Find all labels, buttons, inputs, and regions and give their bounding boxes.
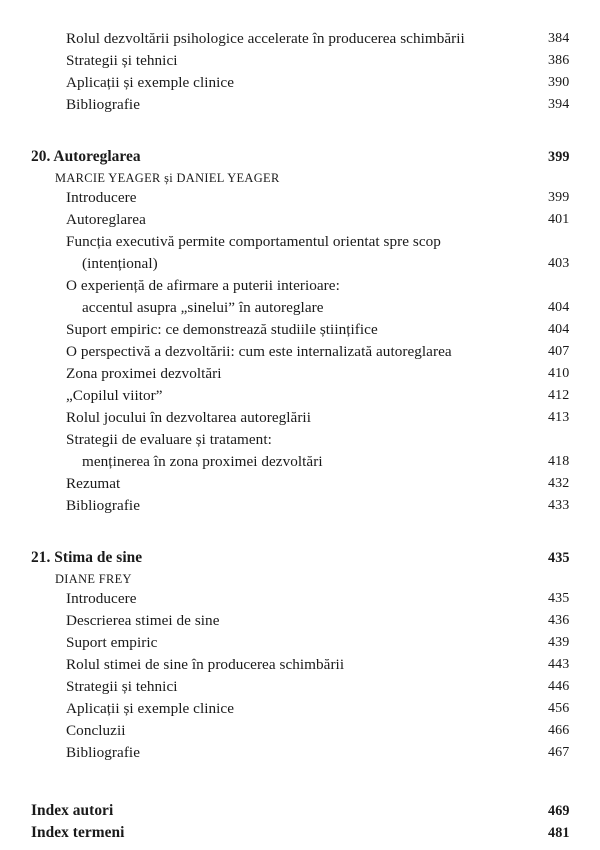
toc-entry: [0, 632, 600, 654]
section-spacer: [0, 764, 600, 800]
toc-entry: [0, 407, 600, 429]
page-number: 403: [548, 256, 570, 271]
chapter-heading: [0, 547, 600, 569]
toc-entry-label: Bibliografie: [66, 96, 140, 113]
page-number: 390: [548, 75, 570, 90]
page-number: 467: [548, 745, 570, 760]
chapter-authors: [0, 168, 600, 187]
toc-entry: [0, 72, 600, 94]
toc-entry-label: Introducere: [66, 189, 137, 206]
index-entry: [0, 822, 600, 844]
toc-entry: [0, 742, 600, 764]
chapter-title: 21. Stima de sine: [31, 549, 143, 566]
toc-entry: [0, 231, 600, 253]
toc-entry: [0, 319, 600, 341]
toc-entry: [0, 588, 600, 610]
page-number: 410: [548, 366, 570, 381]
toc-entry: [0, 275, 600, 297]
toc-entry-label: Strategii de evaluare și tratament:: [66, 431, 272, 448]
toc-entry-label: Autoreglarea: [66, 211, 146, 228]
toc-entry-label: Concluzii: [66, 722, 126, 739]
toc-entry-continuation: [0, 451, 600, 473]
toc-entry: [0, 385, 600, 407]
section-spacer: [0, 116, 600, 146]
toc-entry: [0, 676, 600, 698]
chapter-authors-label: DIANE FREY: [55, 572, 132, 586]
page-number: 446: [548, 679, 570, 694]
toc-entry: [0, 94, 600, 116]
page-number: 435: [548, 591, 570, 606]
page-number: 443: [548, 657, 570, 672]
toc-entry: [0, 610, 600, 632]
chapter-authors-label: MARCIE YEAGER și DANIEL YEAGER: [55, 171, 280, 185]
toc-entry-label: O perspectivă a dezvoltării: cum este internalizată autoreglarea: [66, 343, 452, 360]
toc-entry-continuation: [0, 297, 600, 319]
toc-entry-label: Suport empiric: ce demonstrează studiile științifice: [66, 321, 378, 338]
toc-entry-label: Rolul dezvoltării psihologice accelerate în producerea schimbării: [66, 30, 465, 47]
toc-entry-label: Aplicații și exemple clinice: [66, 700, 234, 717]
page-number: 481: [548, 825, 570, 841]
index-entry: [0, 800, 600, 822]
page-number: 399: [548, 190, 570, 205]
page-number: 435: [548, 550, 570, 566]
toc-entry-label: Descrierea stimei de sine: [66, 612, 220, 629]
toc-entry: [0, 28, 600, 50]
toc-entry: [0, 50, 600, 72]
toc-entry-label: Introducere: [66, 590, 137, 607]
toc-entry-label: (intențional): [82, 255, 158, 272]
toc-entry-label: Strategii și tehnici: [66, 52, 178, 69]
toc-entry: [0, 341, 600, 363]
toc-entry: [0, 698, 600, 720]
page-number: 399: [548, 149, 570, 165]
page-number: 386: [548, 53, 570, 68]
page-number: 394: [548, 97, 570, 112]
page-number: 412: [548, 388, 570, 403]
page-number: 456: [548, 701, 570, 716]
page-number: 401: [548, 212, 570, 227]
page-number: 384: [548, 31, 570, 46]
page-number: 433: [548, 498, 570, 513]
page-number: 469: [548, 803, 570, 819]
page-number: 432: [548, 476, 570, 491]
toc-entry-label: Bibliografie: [66, 497, 140, 514]
toc-entry-label: Aplicații și exemple clinice: [66, 74, 234, 91]
toc-entry-label: Strategii și tehnici: [66, 678, 178, 695]
toc-entry-label: O experiență de afirmare a puterii interioare:: [66, 277, 340, 294]
chapter-authors: [0, 569, 600, 588]
index-entry-label: Index autori: [31, 802, 114, 819]
toc-entry-label: Zona proximei dezvoltări: [66, 365, 222, 382]
page-number: 439: [548, 635, 570, 650]
chapter-title: 20. Autoreglarea: [31, 148, 141, 165]
toc-entry: [0, 209, 600, 231]
toc-entry-label: menținerea în zona proximei dezvoltări: [82, 453, 323, 470]
toc-entry-label: Bibliografie: [66, 744, 140, 761]
section-spacer: [0, 517, 600, 547]
toc-entry-label: Funcția executivă permite comportamentul orientat spre scop: [66, 233, 441, 250]
toc-entry: [0, 187, 600, 209]
toc-entry: [0, 363, 600, 385]
page-number: 436: [548, 613, 570, 628]
toc-entry: [0, 429, 600, 451]
page-number: 418: [548, 454, 570, 469]
page-number: 413: [548, 410, 570, 425]
toc-entry-label: Rezumat: [66, 475, 121, 492]
toc-entry: [0, 473, 600, 495]
toc-entry-label: Suport empiric: [66, 634, 158, 651]
index-entry-label: Index termeni: [31, 824, 125, 841]
toc-entry-label: Rolul stimei de sine în producerea schimbării: [66, 656, 345, 673]
chapter-heading: [0, 146, 600, 168]
page-number: 404: [548, 300, 570, 315]
toc-entry: [0, 654, 600, 676]
toc-entry-label: accentul asupra „sinelui” în autoreglare: [82, 299, 324, 316]
toc-entry-label: „Copilul viitor”: [66, 387, 163, 404]
page-number: 404: [548, 322, 570, 337]
page-number: 407: [548, 344, 570, 359]
toc-entry: [0, 495, 600, 517]
toc-entry-label: Rolul jocului în dezvoltarea autoreglării: [66, 409, 311, 426]
page-number: 466: [548, 723, 570, 738]
toc-entry-continuation: [0, 253, 600, 275]
toc-entry: [0, 720, 600, 742]
